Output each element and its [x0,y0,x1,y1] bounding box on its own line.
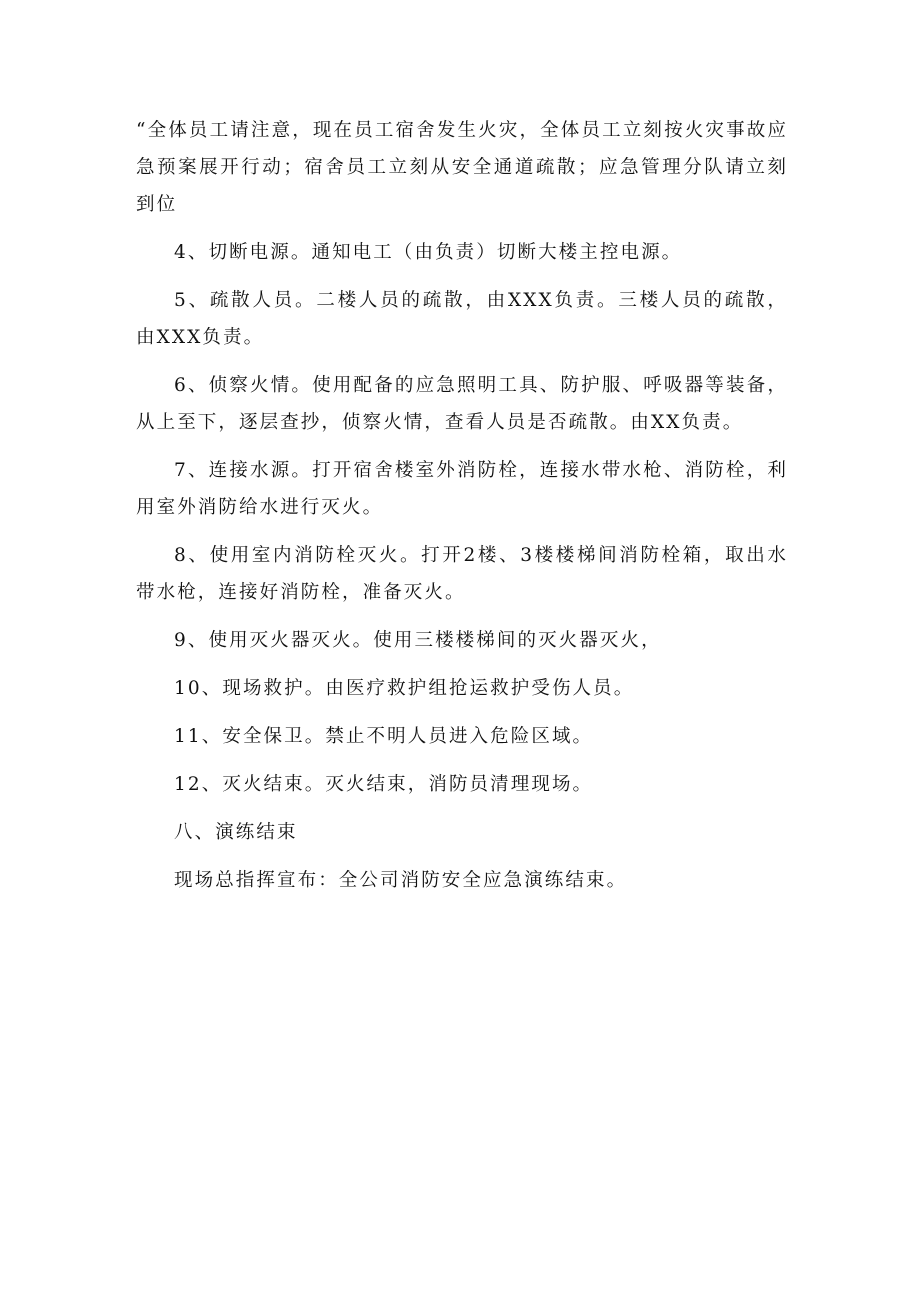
step-7-paragraph: 7、连接水源。打开宿舍楼室外消防栓，连接水带水枪、消防栓，利用室外消防给水进行灭火。 [136,460,788,518]
step-6-paragraph: 6、侦察火情。使用配备的应急照明工具、防护服、呼吸器等装备，从上至下，逐层查抄，侦察火情，查看人员是否疏散。由XX负责。 [136,375,788,433]
announcement-paragraph: “全体员工请注意，现在员工宿舍发生火灾，全体员工立刻按火灾事故应急预案展开行动；宿舍员工立刻从安全通道疏散；应急管理分队请立刻到位 [136,120,788,215]
document-body [136,112,788,899]
step-5-paragraph: 5、疏散人员。二楼人员的疏散，由XXX负责。三楼人员的疏散，由XXX负责。 [136,290,788,348]
step-9-paragraph: 9、使用灭火器灭火。使用三楼楼梯间的灭火器灭火， [174,630,662,651]
step-8-paragraph: 8、使用室内消防栓灭火。打开2楼、3楼楼梯间消防栓箱，取出水带水枪，连接好消防栓，准备灭火。 [136,545,788,603]
step-12-paragraph: 12、灭火结束。灭火结束，消防员清理现场。 [174,774,594,795]
step-11-paragraph: 11、安全保卫。禁止不明人员进入危险区域。 [174,726,594,747]
section-heading-8: 八、演练结束 [174,822,298,843]
step-4-paragraph: 4、切断电源。通知电工（由负责）切断大楼主控电源。 [174,242,683,263]
closing-paragraph: 现场总指挥宣布：全公司消防安全应急演练结束。 [174,870,628,891]
step-10-paragraph: 10、现场救护。由医疗救护组抢运救护受伤人员。 [174,678,635,699]
